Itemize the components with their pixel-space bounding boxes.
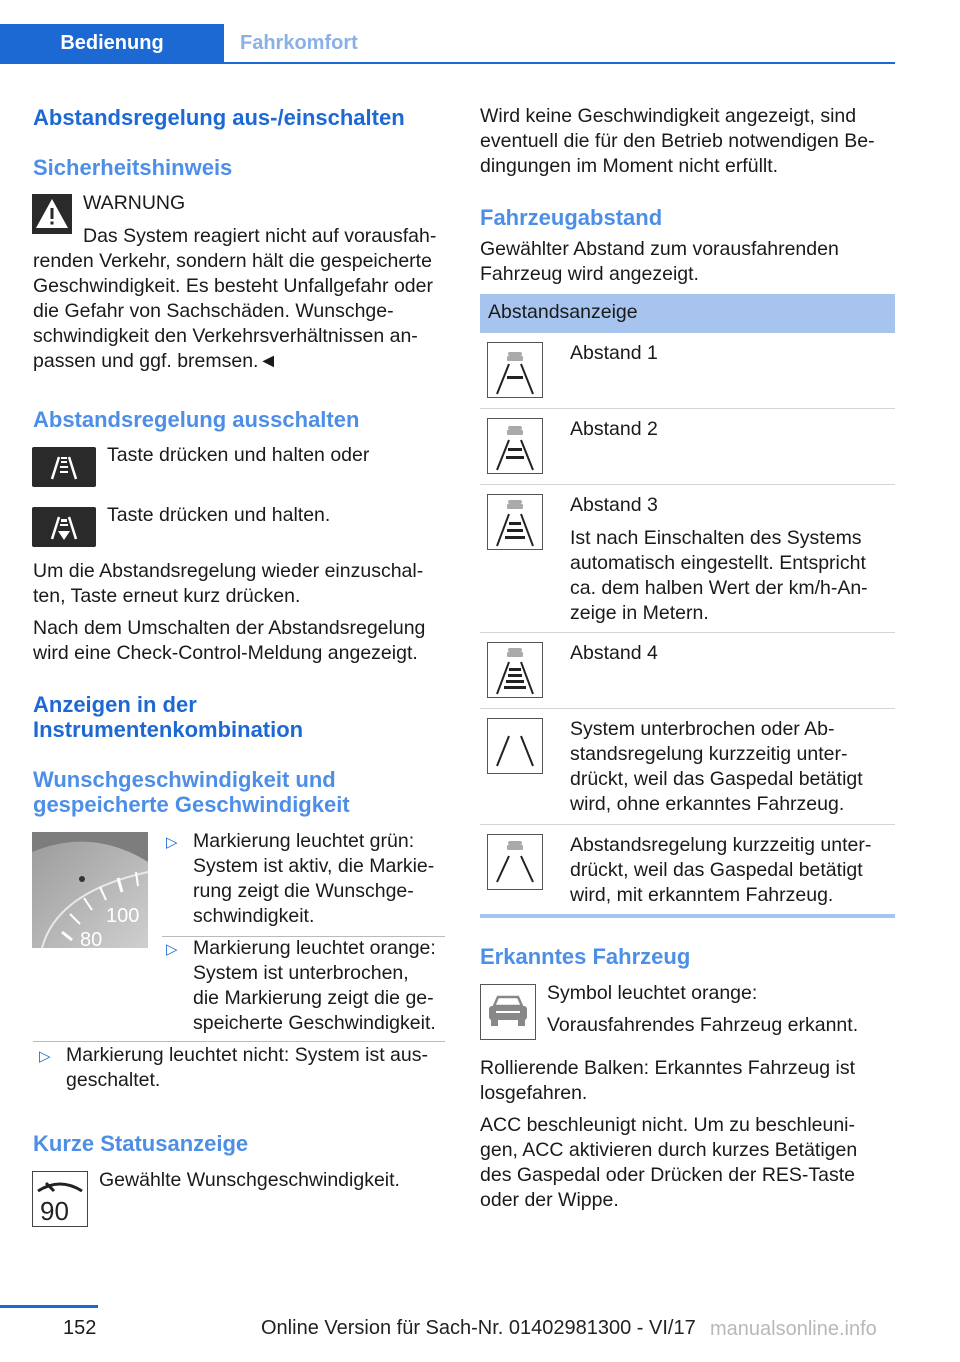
heading-off: Abstandsregelung ausschalten xyxy=(33,407,360,432)
table-divider xyxy=(480,408,895,409)
distance-button-icon xyxy=(32,507,96,547)
footer-rule xyxy=(0,1305,98,1308)
text-press-hold-or: Taste drücken und halten oder xyxy=(107,444,370,466)
row-3-text: Abstand 3 Ist nach Einschalten des Systems automatisch eingestellt. Entspricht ca. dem halben Wert der km/h-An- zeige in Metern. xyxy=(570,494,868,624)
text-after-switch: Nach dem Umschalten der Abstandsregelung wird eine Check-Control-Meldung angezeigt. xyxy=(33,617,426,664)
car-icon xyxy=(480,984,536,1040)
heading-distance: Fahrzeugabstand xyxy=(480,205,663,230)
text-rolling: Rollierende Balken: Erkanntes Fahrzeug ist losgefahren. xyxy=(480,1057,856,1104)
row-1-text: Abstand 1 xyxy=(570,342,658,364)
bullet-icon: ▷ xyxy=(166,834,178,851)
table-divider xyxy=(480,632,895,633)
row-5-text: System unterbrochen oder Ab- standsregelung kurzzeitig unter- drückt, weil das Gaspedal betätigt wird, ohne erkanntes Fahrzeug. xyxy=(570,718,863,815)
heading-speed: Wunschgeschwindigkeit und gespeicherte Geschwindigkeit xyxy=(33,767,350,817)
warning-label: WARNUNG xyxy=(83,192,186,214)
heading-toggle: Abstandsregelung aus-/einschalten xyxy=(33,105,405,130)
table-divider xyxy=(480,824,895,825)
bullet-off: Markierung leuchtet nicht: System ist aus- geschaltet. xyxy=(66,1044,428,1091)
text-status: Gewählte Wunschgeschwindigkeit. xyxy=(99,1169,400,1191)
tab-fahrkomfort[interactable]: Fahrkomfort xyxy=(240,32,358,54)
bullet-orange: Markierung leuchtet orange: System ist unterbrochen, die Markierung zeigt die ge- speicherte Geschwindigkeit. xyxy=(193,937,436,1034)
system-interrupted-icon xyxy=(487,718,543,774)
table-header: Abstandsanzeige xyxy=(480,294,895,333)
speed-status-value: 90 xyxy=(40,1196,69,1226)
warning-body: renden Verkehr, sondern hält die gespeicherte Geschwindigkeit. Es besteht Unfallgefahr oder die Gefahr von Sachschäden. Wunschge- schwindigkeit den Verkehrsverhältnissen an- passen und ggf. bremsen.◄ xyxy=(33,250,433,372)
heading-detected: Erkanntes Fahrzeug xyxy=(480,944,691,969)
distance-1-icon xyxy=(487,342,543,398)
table-divider xyxy=(480,484,895,485)
text-distance: Gewählter Abstand zum vorausfahrenden Fahrzeug wird angezeigt. xyxy=(480,238,839,285)
gauge-label-100: 100 xyxy=(106,905,140,927)
text-intro: Wird keine Geschwindigkeit angezeigt, sind eventuell die für den Betrieb notwendigen Be- dingungen im Moment nicht erfüllt. xyxy=(480,105,875,177)
text-press-hold: Taste drücken und halten. xyxy=(107,504,331,526)
text-reenable: Um die Abstandsregelung wieder einzuschal- ten, Taste erneut kurz drücken. xyxy=(33,560,424,607)
tab-bedienung[interactable]: Bedienung xyxy=(0,24,224,62)
heading-safety: Sicherheitshinweis xyxy=(33,155,233,180)
speedometer-image xyxy=(32,832,148,948)
gauge-label-80: 80 xyxy=(80,929,103,948)
header-tabs xyxy=(0,24,895,64)
suppressed-with-vehicle-icon xyxy=(487,834,543,890)
text-detected-2: Vorausfahrendes Fahrzeug erkannt. xyxy=(547,1014,859,1036)
table-divider xyxy=(480,708,895,709)
row-4-text: Abstand 4 xyxy=(570,642,658,664)
speed-status-icon xyxy=(32,1171,88,1227)
row-6-text: Abstandsregelung kurzzeitig unter- drückt, weil das Gaspedal betätigt wird, mit erkanntem Fahrzeug. xyxy=(570,834,872,906)
bullet-green: Markierung leuchtet grün: System ist aktiv, die Markie- rung zeigt die Wunschge- schwindigkeit. xyxy=(193,830,435,927)
text-acc: ACC beschleunigt nicht. Um zu beschleuni- gen, ACC aktivieren durch kurzes Betätigen des Gaspedal oder Drücken der RES-Taste oder der Wippe. xyxy=(480,1114,858,1211)
bullet-icon: ▷ xyxy=(39,1048,51,1065)
distance-2-icon xyxy=(487,418,543,474)
warning-text: Das System reagiert nicht auf vorausfah- xyxy=(83,225,437,247)
heading-status: Kurze Statusanzeige xyxy=(33,1131,249,1156)
bullet-icon: ▷ xyxy=(166,941,178,958)
distance-4-icon xyxy=(487,642,543,698)
heading-display: Anzeigen in der Instrumentenkombination xyxy=(33,692,304,742)
table-bottom-bar xyxy=(480,914,895,918)
row-2-text: Abstand 2 xyxy=(570,418,658,440)
warning-icon xyxy=(32,194,72,234)
footer-online-version: Online Version für Sach-Nr. 01402981300 - VI/17 xyxy=(261,1317,696,1339)
text-detected-1: Symbol leuchtet orange: xyxy=(547,982,758,1004)
distance-3-icon xyxy=(487,494,543,550)
watermark: manualsonline.info xyxy=(710,1318,877,1340)
acc-button-icon xyxy=(32,447,96,487)
page-number: 152 xyxy=(63,1317,97,1339)
bullet-divider xyxy=(33,1041,445,1042)
